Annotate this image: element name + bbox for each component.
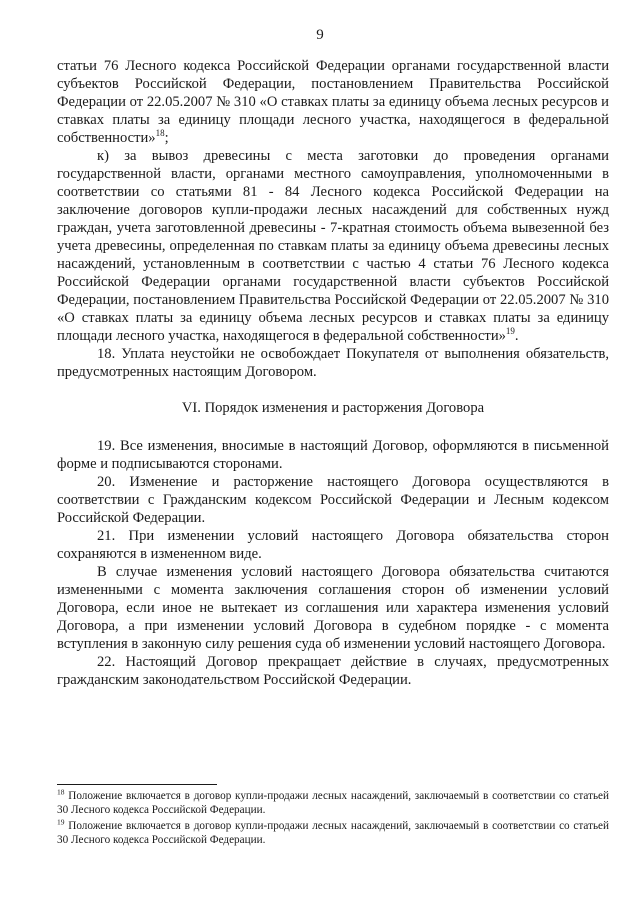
footnote-separator — [57, 784, 217, 785]
paragraph-continuation-tail: ; — [164, 130, 169, 146]
footnotes — [57, 784, 609, 849]
paragraph-21: 21. При изменении условий настоящего Договора обязательства сторон сохраняются в измененном виде. — [57, 528, 609, 562]
footnote-ref-18: 18 — [155, 128, 165, 139]
paragraph-item-k-text: к) за вывоз древесины с места заготовки до проведения органами государственной власти, органами местного самоуправления, уполномоченными в соответствии со статьями 81 - 84 Лесного кодекса Российской Федерации на заключение договоров купли-продажи лесных насаждений для собственных нужд граждан, учета заготовленной древесины - 7-кратная стоимость объема вывезенной без учета древесины, определенная по ставкам платы за единицу объема древесины лесных насаждений, установленным в соответствии с частью 4 статьи 76 Лесного кодекса Российской Федерации органами государственной власти субъектов Российской Федерации, постановлением Правительства Российской Федерации от 22.05.2007 № 310 «О ставках платы за единицу объема лесных ресурсов и ставках платы за единицу площади лесного участка, находящегося в федеральной собственности» — [57, 148, 609, 344]
footnote-number: 18 — [57, 787, 65, 797]
footnote-19 — [57, 819, 609, 847]
paragraph-18: 18. Уплата неустойки не освобождает Покупателя от выполнения обязательств, предусмотренных настоящим Договором. — [57, 346, 609, 380]
document-body — [57, 57, 609, 689]
paragraph-item-k — [57, 147, 609, 345]
paragraph-22: 22. Настоящий Договор прекращает действие в случаях, предусмотренных гражданским законодательством Российской Федерации. — [57, 654, 609, 688]
footnote-number: 19 — [57, 817, 65, 827]
footnote-ref-19: 19 — [505, 326, 515, 337]
paragraph-21-continued: В случае изменения условий настоящего Договора обязательства считаются измененными с момента заключения соглашения сторон об изменении условий Договора, если иное не вытекает из соглашения или характера изменения условий Договора, а при изменении условий Договора в судебном порядке - с момента вступления в законную силу решения суда об изменении условий настоящего Договора. — [57, 564, 609, 652]
footnote-text: Положение включается в договор купли-продажи лесных насаждений, заключаемый в соответствии со статьей 30 Лесного кодекса Российской Федерации. — [57, 820, 610, 846]
paragraph-20: 20. Изменение и расторжение настоящего Договора осуществляются в соответствии с Гражданским кодексом Российской Федерации и Лесным кодексом Российской Федерации. — [57, 474, 609, 526]
paragraph-item-k-tail: . — [514, 328, 519, 344]
page-number: 9 — [316, 27, 324, 43]
footnote-18 — [57, 789, 609, 817]
paragraph-19: 19. Все изменения, вносимые в настоящий Договор, оформляются в письменной форме и подписываются сторонами. — [57, 438, 609, 472]
section-heading: VI. Порядок изменения и расторжения Договора — [181, 400, 485, 416]
paragraph-continuation — [57, 57, 609, 147]
paragraph-continuation-text: статьи 76 Лесного кодекса Российской Федерации органами государственной власти субъектов Российской Федерации, постановлением Правительства Российской Федерации от 22.05.2007 № 310 «О ставках платы за единицу объема лесных ресурсов и ставках платы за единицу площади лесного участка, находящегося в федеральной собственности» — [57, 58, 609, 146]
footnote-text: Положение включается в договор купли-продажи лесных насаждений, заключаемый в соответствии со статьей 30 Лесного кодекса Российской Федерации. — [57, 790, 610, 816]
